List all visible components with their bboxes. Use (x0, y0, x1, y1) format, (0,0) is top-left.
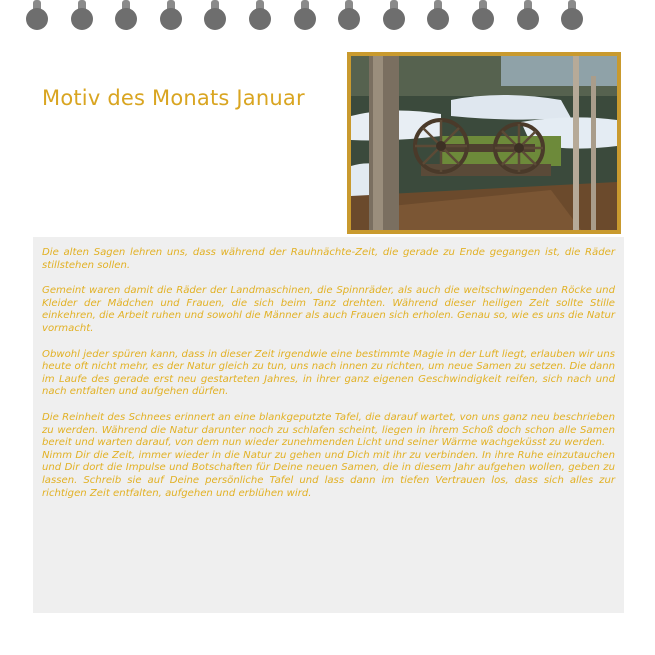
binding-ring-icon (26, 0, 48, 30)
binding-ring-icon (338, 0, 360, 30)
spiral-binding (0, 0, 655, 40)
paragraph: Die alten Sagen lehren uns, dass während der Rauhnächte-Zeit, die gerade zu Ende gegangen ist, die Räder stillstehen sollen. (42, 247, 615, 271)
page-title: Motiv des Monats Januar (42, 86, 305, 110)
paragraph: Die Reinheit des Schnees erinnert an eine blankgeputzte Tafel, die darauf wartet, von uns ganz neu beschrieben zu werden. Während die Natur darunter noch zu schlafen scheint, liegen in ihrem Schoß doch schon alle Samen bereit und warten darauf, von dem nun wieder zunehmenden Licht und seiner Wärme wachgeküsst zu werden. (42, 411, 615, 449)
paragraph: Nimm Dir die Zeit, immer wieder in die Natur zu gehen und Dich mit ihr zu verbinden. In ihre Ruhe einzutauchen und Dir dort die Impulse und Botschaften für Deine neuen Samen, die in diesem Jahr aufgehen wollen, geben zu lassen. Schreib sie auf Deine persönliche Tafel und lass dann im tiefen Vertrauen los, dass sich alles zur richtigen Zeit entfalten, aufgehen und erblühen wird. (42, 449, 615, 499)
paragraph: Obwohl jeder spüren kann, dass in dieser Zeit irgendwie eine bestimmte Magie in der Luft liegt, erlauben wir uns heute oft nicht mehr, es der Natur gleich zu tun, uns nach innen zu richten, um neue Samen zu setzen. Die dann im Laufe des gerade erst neu gestarteten Jahres, in ihrer ganz eigenen Geschwindigkeit reifen, sich nach und nach entfalten und aufgehen dürfen. (42, 348, 615, 398)
binding-ring-icon (115, 0, 137, 30)
binding-ring-icon (204, 0, 226, 30)
binding-ring-icon (383, 0, 405, 30)
old-wagon-wheels-photo (351, 56, 617, 230)
binding-ring-icon (294, 0, 316, 30)
binding-ring-icon (427, 0, 449, 30)
binding-ring-icon (561, 0, 583, 30)
photo-frame (347, 52, 621, 234)
binding-ring-icon (249, 0, 271, 30)
binding-ring-icon (517, 0, 539, 30)
binding-ring-icon (160, 0, 182, 30)
text-panel (33, 237, 624, 613)
binding-ring-icon (71, 0, 93, 30)
binding-ring-icon (472, 0, 494, 30)
paragraph: Gemeint waren damit die Räder der Landmaschinen, die Spinnräder, als auch die weitschwingenden Röcke und Kleider der Mädchen und Frauen, die sich beim Tanz drehten. Während dieser heiligen Zeit sollte Stille einkehren, die Arbeit ruhen und sowohl die Männer als auch Frauen sich erholen. Genau so, wie es uns die Natur vormacht. (42, 285, 615, 334)
